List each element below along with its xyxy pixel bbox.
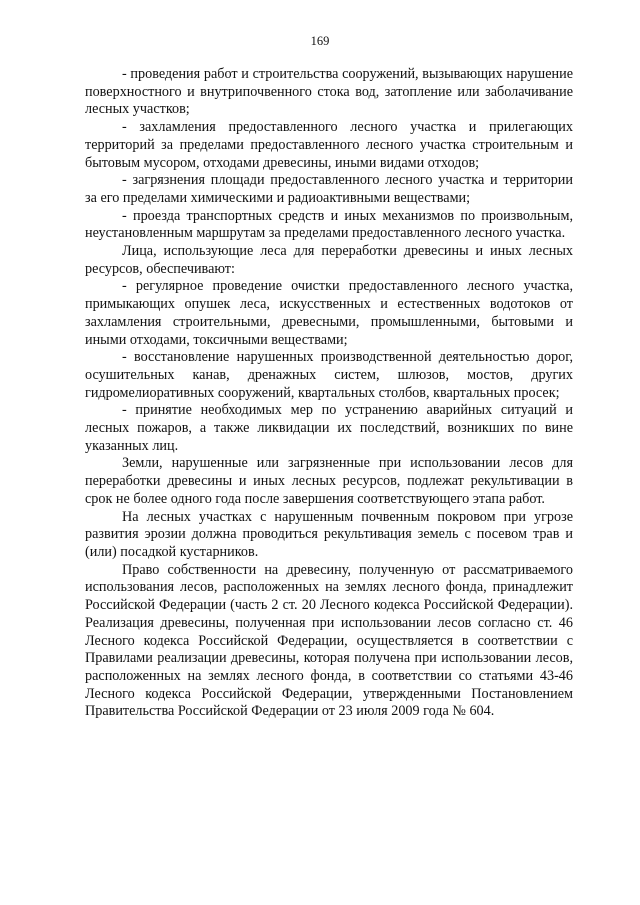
paragraph-5: Лица, использующие леса для переработки древесины и иных лесных ресурсов, обеспечивают: [85,243,573,277]
paragraph-2: - захламления предоставленного лесного участка и прилегающих территорий за пределами предоставленного лесного участка строительным и бытовым мусором, отходами древесины, иными видами отходов; [85,119,573,171]
page-number: 169 [310,34,330,48]
paragraph-6: - регулярное проведение очистки предоставленного лесного участка, примыкающих опушек леса, искусственных и естественных водотоков от захламления строительными, древесными, промышленными, бытовыми и иными отходами, токсичными веществами; [85,278,573,348]
paragraph-4: - проезда транспортных средств и иных механизмов по произвольным, неустановленным маршрутам за пределами предоставленного лесного участка. [85,207,573,242]
paragraph-9: Земли, нарушенные или загрязненные при использовании лесов для переработки древесины и иных лесных ресурсов, подлежат рекультивации в срок не более одного года после завершения соответствующего этапа работ. [85,455,573,507]
document-body [85,66,573,721]
paragraph-1: - проведения работ и строительства сооружений, вызывающих нарушение поверхностного и внутрипочвенного стока вод, затопление или заболачивание лесных участков; [85,66,573,118]
paragraph-10: На лесных участках с нарушенным почвенным покровом при угрозе развития эрозии должна проводиться рекультивация земель с посевом трав и (или) посадкой кустарников. [85,508,573,560]
paragraph-11: Право собственности на древесину, полученную от рассматриваемого использования лесов, расположенных на землях лесного фонда, принадлежит Российской Федерации (часть 2 ст. 20 Лесного кодекса Российской Федерации). Реализация древесины, полученная при использовании лесов согласно ст. 46 Лесного кодекса Российской Федерации, осуществляется в соответствии с Правилами реализации древесины, которая получена при использовании лесов, расположенных на землях лесного фонда, в соответствии со статьями 43-46 Лесного кодекса Российской Федерации, утвержденными Постановлением Правительства Российской Федерации от 23 июля 2009 года № 604. [85,561,573,720]
paragraph-3: - загрязнения площади предоставленного лесного участка и территории за его пределами химическими и радиоактивными веществами; [85,172,573,206]
paragraph-8: - принятие необходимых мер по устранению аварийных ситуаций и лесных пожаров, а также ликвидации их последствий, возникших по вине указанных лиц. [85,402,573,454]
paragraph-7: - восстановление нарушенных производственной деятельностью дорог, осушительных канав, дренажных систем, шлюзов, мостов, других гидромелиоративных сооружений, квартальных столбов, квартальных просек; [85,349,573,401]
